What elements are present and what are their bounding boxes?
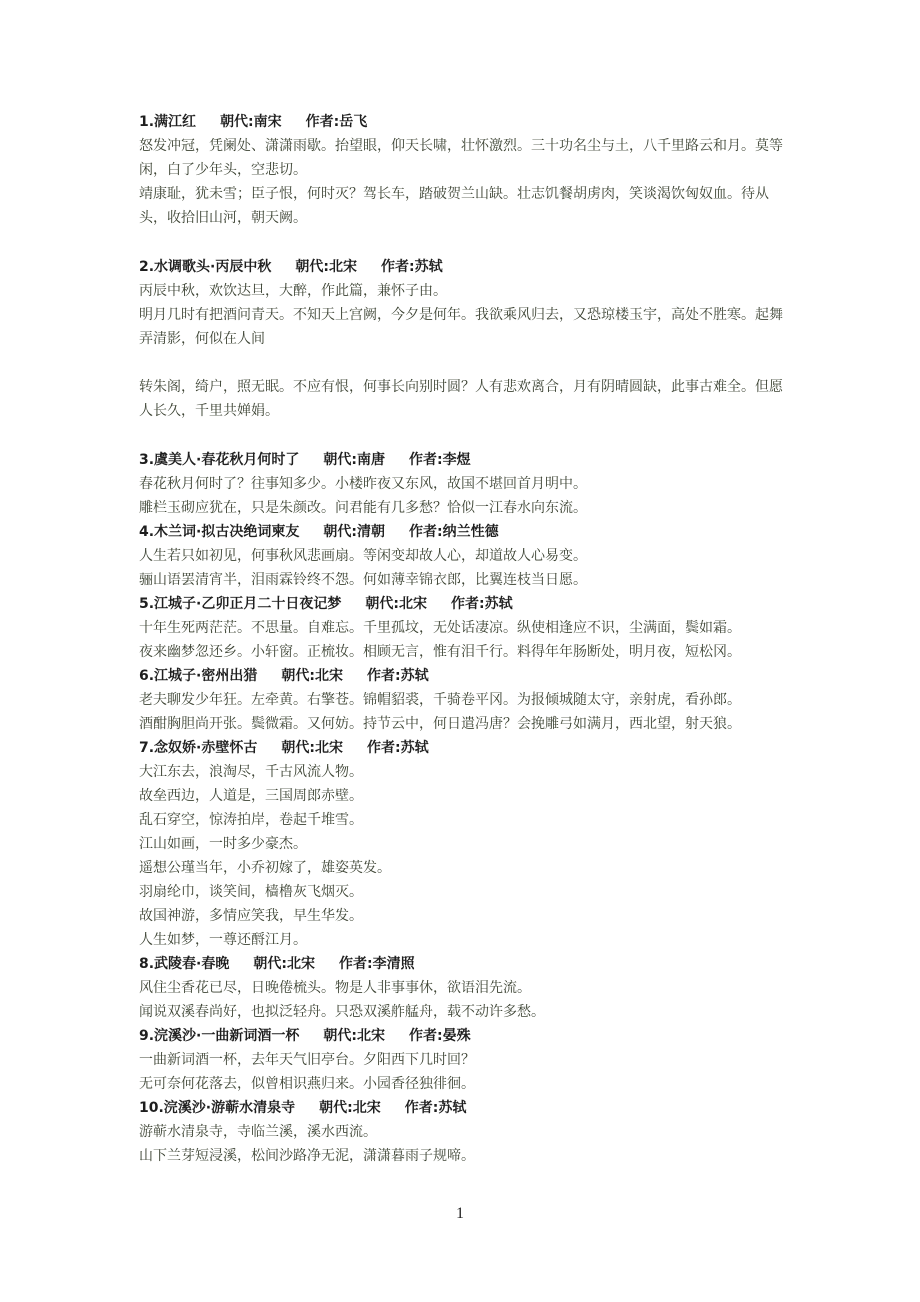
poem-section xyxy=(139,1024,789,1096)
poem-line: 一曲新词酒一杯，去年天气旧亭台。夕阳西下几时回？ xyxy=(139,1052,475,1068)
poem-line: 故国神游，多情应笑我，早生华发。 xyxy=(139,908,363,924)
poem-dynasty: 朝代:北宋 xyxy=(319,1100,381,1116)
poem-line: 闻说双溪春尚好，也拟泛轻舟。只恐双溪舴艋舟，载不动许多愁。 xyxy=(139,1004,545,1020)
poem-author: 作者:李清照 xyxy=(339,956,415,972)
poem-line: 遥想公瑾当年，小乔初嫁了，雄姿英发。 xyxy=(139,860,391,876)
poem-dynasty: 朝代:北宋 xyxy=(295,259,357,275)
poem-heading xyxy=(139,952,789,976)
poem-dynasty: 朝代:北宋 xyxy=(323,1028,385,1044)
poem-line: 春花秋月何时了？往事知多少。小楼昨夜又东风，故国不堪回首月明中。 xyxy=(139,476,587,492)
poem-section xyxy=(139,592,789,664)
poem-line: 十年生死两茫茫。不思量。自难忘。千里孤坟，无处话凄凉。纵使相逢应不识，尘满面，鬓如霜。 xyxy=(139,620,741,636)
poem-title: 6.江城子·密州出猎 xyxy=(139,668,258,684)
poem-heading xyxy=(139,1024,789,1048)
poem-title: 2.水调歌头·丙辰中秋 xyxy=(139,259,272,275)
poem-line: 明月几时有把酒问青天。不知天上宫阙，今夕是何年。我欲乘风归去，又恐琼楼玉宇，高处不胜寒。起舞弄清影，何似在人间 xyxy=(139,307,783,347)
poem-author: 作者:岳飞 xyxy=(305,114,368,130)
poem-title: 7.念奴娇·赤壁怀古 xyxy=(139,740,258,756)
poem-line: 故垒西边，人道是，三国周郎赤壁。 xyxy=(139,788,363,804)
poem-author: 作者:苏轼 xyxy=(451,596,513,612)
poem-line: 转朱阁，绮户，照无眠。不应有恨，何事长向别时圆？人有悲欢离合，月有阴晴圆缺，此事古难全。但愿人长久，千里共婵娟。 xyxy=(139,379,783,419)
poem-line: 江山如画，一时多少豪杰。 xyxy=(139,836,307,852)
poem-title: 9.浣溪沙·一曲新词酒一杯 xyxy=(139,1028,300,1044)
poem-title: 5.江城子·乙卯正月二十日夜记梦 xyxy=(139,596,342,612)
poem-line: 游蕲水清泉寺，寺临兰溪，溪水西流。 xyxy=(139,1124,377,1140)
poem-line: 无可奈何花落去，似曾相识燕归来。小园香径独徘徊。 xyxy=(139,1076,475,1092)
poem-author: 作者:纳兰性德 xyxy=(409,524,499,540)
poem-line: 夜来幽梦忽还乡。小轩窗。正梳妆。相顾无言，惟有泪千行。料得年年肠断处，明月夜，短松冈。 xyxy=(139,644,741,660)
poem-dynasty: 朝代:清朝 xyxy=(323,524,385,540)
poem-title: 3.虞美人·春花秋月何时了 xyxy=(139,452,300,468)
poem-author: 作者:苏轼 xyxy=(381,259,443,275)
poem-heading xyxy=(139,448,789,472)
poem-title: 10.浣溪沙·游蕲水清泉寺 xyxy=(139,1100,296,1116)
poem-section xyxy=(139,952,789,1024)
poem-line: 人生若只如初见，何事秋风悲画扇。等闲变却故人心，却道故人心易变。 xyxy=(139,548,587,564)
poem-title: 4.木兰词·拟古决绝词柬友 xyxy=(139,524,300,540)
poem-line: 人生如梦，一尊还酹江月。 xyxy=(139,932,307,948)
poem-author: 作者:苏轼 xyxy=(367,668,429,684)
poem-heading xyxy=(139,1096,789,1120)
poem-heading xyxy=(139,110,789,134)
poem-section xyxy=(139,110,789,230)
poem-author: 作者:苏轼 xyxy=(404,1100,467,1116)
poem-heading xyxy=(139,255,789,279)
poem-dynasty: 朝代:北宋 xyxy=(281,740,343,756)
poem-heading xyxy=(139,520,789,544)
poem-author: 作者:苏轼 xyxy=(367,740,429,756)
poem-line: 骊山语罢清宵半，泪雨霖铃终不怨。何如薄幸锦衣郎，比翼连枝当日愿。 xyxy=(139,572,587,588)
poem-author: 作者:李煜 xyxy=(409,452,471,468)
poem-title: 8.武陵春·春晚 xyxy=(139,956,230,972)
poem-line: 丙辰中秋，欢饮达旦，大醉，作此篇，兼怀子由。 xyxy=(139,283,447,299)
poem-line xyxy=(139,351,789,375)
poem-heading xyxy=(139,736,789,760)
page-number: 1 xyxy=(456,1205,464,1222)
poem-line: 乱石穿空，惊涛拍岸，卷起千堆雪。 xyxy=(139,812,363,828)
poem-line: 酒酣胸胆尚开张。鬓微霜。又何妨。持节云中，何日遣冯唐？会挽雕弓如满月，西北望，射天狼。 xyxy=(139,716,741,732)
poem-heading xyxy=(139,592,789,616)
poem-heading xyxy=(139,664,789,688)
poem-line: 风住尘香花已尽，日晚倦梳头。物是人非事事休，欲语泪先流。 xyxy=(139,980,531,996)
poem-section xyxy=(139,1096,789,1168)
poem-line: 老夫聊发少年狂。左牵黄。右擎苍。锦帽貂裘，千骑卷平冈。为报倾城随太守，亲射虎，看孙郎。 xyxy=(139,692,741,708)
document-body xyxy=(139,110,789,1168)
poem-section xyxy=(139,520,789,592)
poem-section xyxy=(139,448,789,520)
poem-line: 怒发冲冠，凭阑处、潇潇雨歇。抬望眼，仰天长啸，壮怀激烈。三十功名尘与土，八千里路云和月。莫等闲，白了少年头，空悲切。 xyxy=(139,138,783,178)
poem-section xyxy=(139,255,789,423)
poem-section xyxy=(139,664,789,736)
poem-title: 1.满江红 xyxy=(139,114,197,130)
poem-dynasty: 朝代:北宋 xyxy=(365,596,427,612)
poem-dynasty: 朝代:南唐 xyxy=(323,452,385,468)
poem-section xyxy=(139,736,789,952)
poem-line: 靖康耻，犹未雪；臣子恨，何时灭？驾长车，踏破贺兰山缺。壮志饥餐胡虏肉，笑谈渴饮匈奴血。待从头，收拾旧山河，朝天阙。 xyxy=(139,186,769,226)
poem-dynasty: 朝代:南宋 xyxy=(220,114,282,130)
poem-line: 羽扇纶巾，谈笑间，樯橹灰飞烟灭。 xyxy=(139,884,363,900)
poem-line: 雕栏玉砌应犹在，只是朱颜改。问君能有几多愁？恰似一江春水向东流。 xyxy=(139,500,587,516)
poem-author: 作者:晏殊 xyxy=(409,1028,471,1044)
poem-line: 大江东去，浪淘尽，千古风流人物。 xyxy=(139,764,363,780)
poem-dynasty: 朝代:北宋 xyxy=(281,668,343,684)
poem-dynasty: 朝代:北宋 xyxy=(253,956,315,972)
poem-line: 山下兰芽短浸溪，松间沙路净无泥，潇潇暮雨子规啼。 xyxy=(139,1148,475,1164)
